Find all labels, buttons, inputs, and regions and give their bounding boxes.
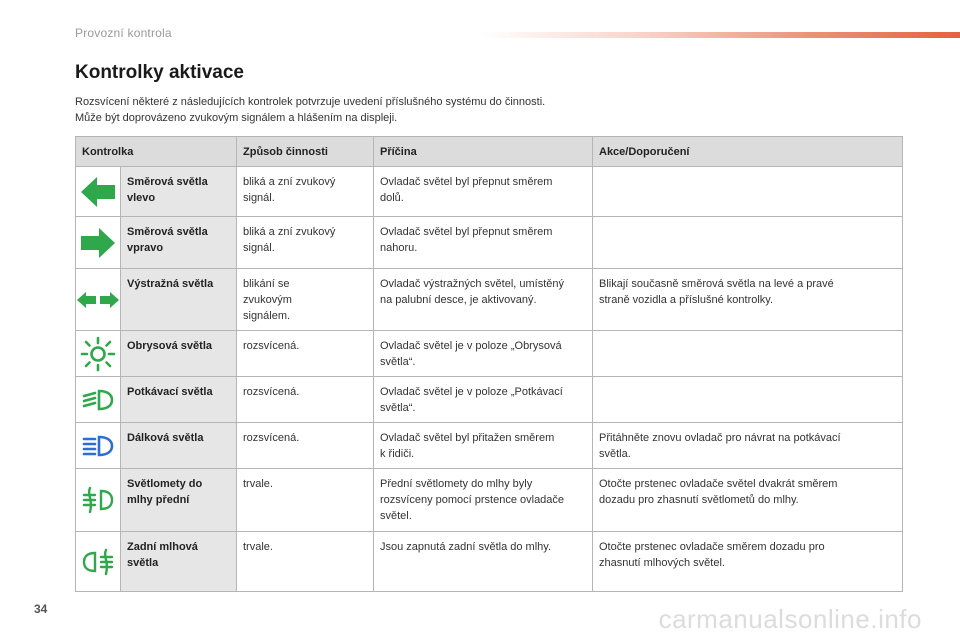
intro-line: Může být doprovázeno zvukovým signálem a hlášením na displeji. [75, 112, 398, 124]
cause-line: na palubní desce, je aktivovaný. [380, 294, 537, 306]
operation-mode-line: signálem. [243, 310, 291, 322]
light-name-line: Obrysová světla [127, 340, 212, 352]
operation-mode-line: bliká a zní zvukový [243, 176, 336, 188]
cause-line: Ovladač světel je v poloze „Obrysová [380, 340, 562, 352]
table-row [76, 532, 903, 592]
operation-mode-line: blikání se [243, 278, 290, 290]
light-name-line: Výstražná světla [127, 278, 214, 290]
action [593, 532, 903, 592]
light-name [121, 377, 237, 423]
light-name-line: vlevo [127, 192, 156, 204]
table-row [76, 469, 903, 532]
cause-line: dolů. [380, 192, 404, 204]
header-kontrolka: Kontrolka [76, 137, 237, 167]
light-name [121, 469, 237, 532]
cause-line: Ovladač světel byl přitažen směrem [380, 432, 555, 444]
cause [374, 331, 593, 377]
section-title: Provozní kontrola [75, 26, 172, 40]
cause-line: Ovladač světel byl přepnut směrem [380, 226, 553, 238]
operation-mode [237, 469, 374, 532]
table-row [76, 377, 903, 423]
watermark: carmanualsonline.info [658, 604, 922, 634]
intro-line: Rozsvícení některé z následujících kontrolek potvrzuje uvedení příslušného systému do činnosti. [75, 96, 546, 108]
action-line: Otočte prstenec ovladače světel dvakrát směrem [599, 478, 838, 490]
light-name [121, 167, 237, 217]
front-fog-icon [76, 469, 121, 532]
hazard-arrows-icon [76, 269, 121, 331]
light-name-line: Světlomety do [127, 478, 203, 490]
main-beam-icon [76, 423, 121, 469]
operation-mode [237, 331, 374, 377]
light-name-line: Potkávací světla [127, 386, 213, 398]
light-name [121, 423, 237, 469]
operation-mode [237, 217, 374, 269]
dipped-beam-icon [76, 377, 121, 423]
header-pricina: Příčina [374, 137, 593, 167]
light-name-line: Směrová světla [127, 226, 208, 238]
table-row [76, 423, 903, 469]
cause-line: Přední světlomety do mlhy byly [380, 478, 533, 490]
warning-lights-table [75, 136, 903, 592]
light-name-line: mlhy přední [127, 494, 190, 506]
action [593, 269, 903, 331]
cause [374, 469, 593, 532]
operation-mode-line: rozsvícená. [243, 386, 300, 398]
cause-line: světla“. [380, 356, 416, 368]
cause-line: Ovladač světel je v poloze „Potkávací [380, 386, 563, 398]
light-name [121, 532, 237, 592]
operation-mode-line: rozsvícená. [243, 340, 300, 352]
cause-line: Ovladač světel byl přepnut směrem [380, 176, 553, 188]
action [593, 217, 903, 269]
operation-mode-line: rozsvícená. [243, 432, 300, 444]
action [593, 331, 903, 377]
cause [374, 167, 593, 217]
cause-line: Ovladač výstražných světel, umístěný [380, 278, 565, 290]
cause-line: Jsou zapnutá zadní světla do mlhy. [380, 541, 552, 553]
sidelights-icon [76, 331, 121, 377]
page-number: 34 [34, 602, 48, 616]
operation-mode-line: zvukovým [243, 294, 292, 306]
light-name-line: Směrová světla [127, 176, 208, 188]
table-header-row [76, 137, 903, 167]
operation-mode-line: signál. [243, 192, 275, 204]
cause [374, 269, 593, 331]
operation-mode [237, 377, 374, 423]
action [593, 167, 903, 217]
cause-line: světla“. [380, 402, 416, 414]
cause [374, 423, 593, 469]
header-akce: Akce/Doporučení [593, 137, 903, 167]
left-arrow-indicator-icon [76, 167, 121, 217]
action-line: straně vozidla a příslušné kontrolky. [599, 294, 774, 306]
light-name [121, 269, 237, 331]
page-title: Kontrolky aktivace [75, 62, 244, 83]
table-row [76, 269, 903, 331]
table-row [76, 217, 903, 269]
action [593, 469, 903, 532]
action [593, 377, 903, 423]
action-line: světla. [599, 448, 631, 460]
operation-mode-line: signál. [243, 242, 275, 254]
action-line: Blikají současně směrová světla na levé a pravé [599, 278, 834, 290]
action-line: Otočte prstenec ovladače směrem dozadu pro [599, 541, 825, 553]
cause [374, 217, 593, 269]
table-row [76, 331, 903, 377]
action-line: dozadu pro zhasnutí světlometů do mlhy. [599, 494, 799, 506]
light-name-line: světla [127, 557, 159, 569]
cause-line: rozsvíceny pomocí prstence ovladače [380, 494, 565, 506]
cause [374, 377, 593, 423]
operation-mode [237, 423, 374, 469]
header-gradient-bar [480, 32, 960, 38]
table-row [76, 167, 903, 217]
operation-mode [237, 269, 374, 331]
cause [374, 532, 593, 592]
cause-line: k řidiči. [380, 448, 415, 460]
action-line: zhasnutí mlhových světel. [599, 557, 725, 569]
operation-mode [237, 532, 374, 592]
light-name-line: Zadní mlhová [127, 541, 198, 553]
operation-mode-line: bliká a zní zvukový [243, 226, 336, 238]
light-name [121, 217, 237, 269]
light-name-line: Dálková světla [127, 432, 204, 444]
cause-line: nahoru. [380, 242, 418, 254]
operation-mode [237, 167, 374, 217]
rear-fog-icon [76, 532, 121, 592]
action-line: Přitáhněte znovu ovladač pro návrat na potkávací [599, 432, 841, 444]
operation-mode-line: trvale. [243, 478, 273, 490]
header-zpusob: Způsob činnosti [237, 137, 374, 167]
operation-mode-line: trvale. [243, 541, 273, 553]
light-name [121, 331, 237, 377]
cause-line: světel. [380, 510, 412, 522]
right-arrow-indicator-icon [76, 217, 121, 269]
action [593, 423, 903, 469]
intro-text [75, 94, 545, 126]
light-name-line: vpravo [127, 242, 164, 254]
